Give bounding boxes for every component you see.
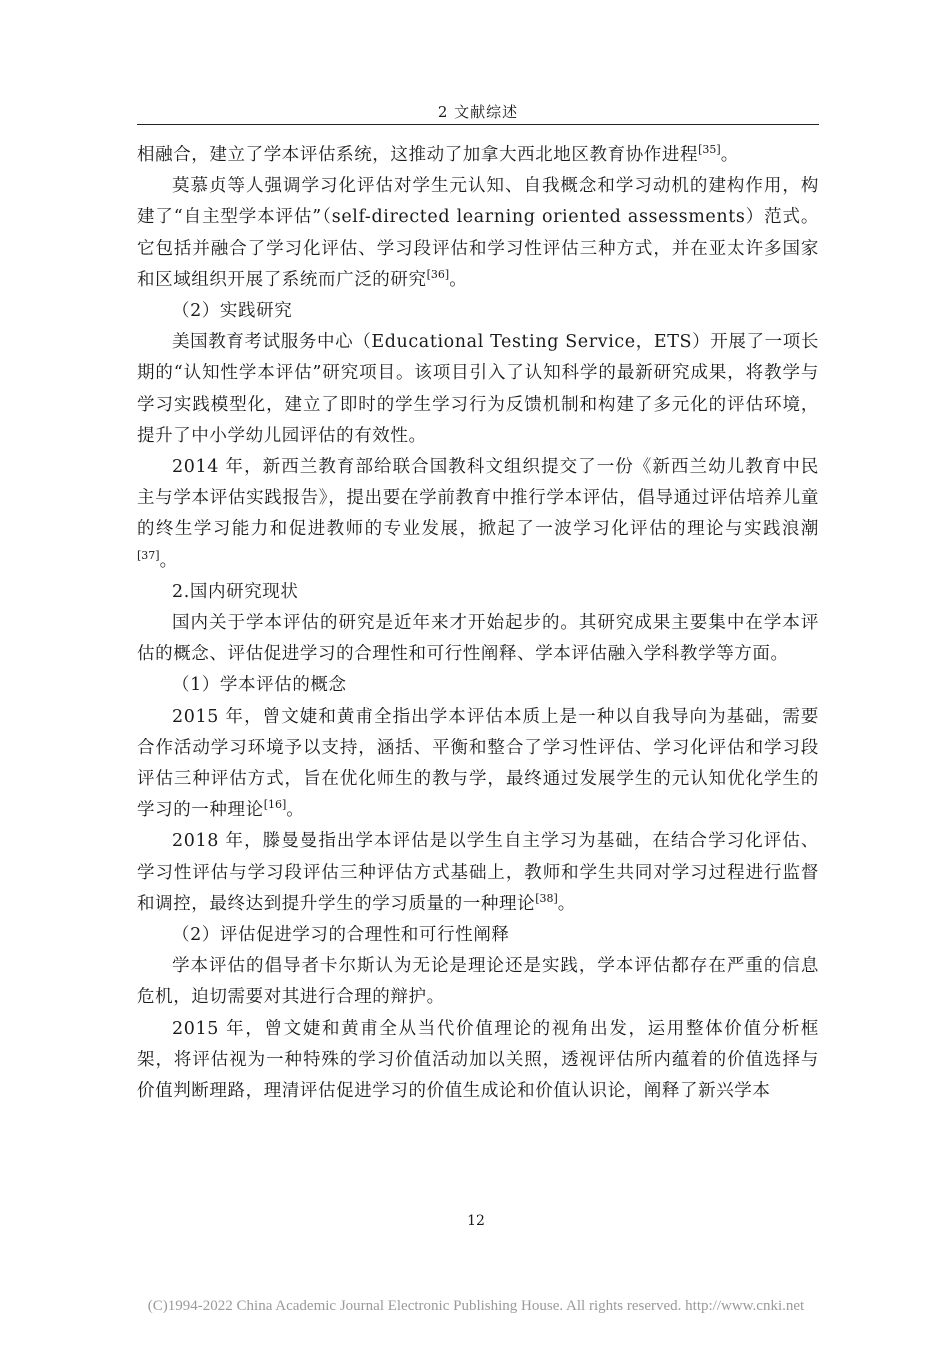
paragraph: 2018 年，滕曼曼指出学本评估是以学生自主学习为基础，在结合学习化评估、学习性评估与学习段评估三种评估方式基础上，教师和学生共同对学习过程进行监督和调控，最终达到提升学生的学习质量的一种理论[38]。 [137,831,819,914]
paragraph: 美国教育考试服务中心（Educational Testing Service，ETS）开展了一项长期的“认知性学本评估”研究项目。该项目引入了认知科学的最新研究成果，将教学与学习实践模型化，建立了即时的学生学习行为反馈机制和构建了多元化的评估环境，提升了中小学幼儿园评估的有效性。 [137,332,819,446]
page-number: 12 [467,1213,485,1229]
section-heading: （2）实践研究 [172,301,293,322]
section-heading: （2）评估促进学习的合理性和可行性阐释 [172,925,510,946]
section-heading: （1）学本评估的概念 [172,675,347,696]
paragraph: 2015 年，曾文婕和黄甫全从当代价值理论的视角出发，运用整体价值分析框架，将评估视为一种特殊的学习价值活动加以关照，透视评估所内蕴着的价值选择与价值判断理路，理清评估促进学习的价值生成论和价值认识论，阐释了新兴学本 [137,1018,819,1102]
citation: [35] [698,143,721,157]
citation: [36] [426,267,450,281]
paragraph: 学本评估的倡导者卡尔斯认为无论是理论还是实践，学本评估都存在严重的信息危机，迫切需要对其进行合理的辩护。 [137,956,819,1008]
paragraph: 国内关于学本评估的研究是近年来才开始起步的。其研究成果主要集中在学本评估的概念、评估促进学习的合理性和可行性阐释、学本评估融入学科教学等方面。 [137,613,819,665]
body-text [137,140,819,1107]
citation: [16] [263,798,287,812]
citation: [38] [535,892,558,906]
section-heading: 2.国内研究现状 [172,581,299,602]
paragraph: 2015 年，曾文婕和黄甫全指出学本评估本质上是一种以自我导向为基础，需要合作活动学习环境予以支持，涵括、平衡和整合了学习性评估、学习化评估和学习段评估三种评估方式，旨在优化师生的教与学，最终通过发展学生的元认知优化学生的学习的一种理论[16]。 [137,706,819,821]
copyright-footer: (C)1994-2022 China Academic Journal Electronic Publishing House. All rights reserved. http://www.cnki.net [147,1298,805,1314]
citation: [37] [137,548,160,562]
paragraph: 2014 年，新西兰教育部给联合国教科文组织提交了一份《新西兰幼儿教育中民主与学本评估实践报告》，提出要在学前教育中推行学本评估，倡导通过评估培养儿童的终生学习能力和促进教师的专业发展，掀起了一波学习化评估的理论与实践浪潮[37]。 [137,457,819,571]
paragraph: 相融合，建立了学本评估系统，这推动了加拿大西北地区教育协作进程[35]。 [137,143,739,165]
header-rule [137,124,819,125]
running-header: 2 文献综述 [437,103,519,121]
paragraph: 莫慕贞等人强调学习化评估对学生元认知、自我概念和学习动机的建构作用，构建了“自主型学本评估”（self-directed learning oriented assessments）范式。它包括并融合了学习化评估、学习段评估和学习性评估三种方式，并在亚太许多国家和区域组织开展了系统而广泛的研究[36]。 [137,176,819,290]
